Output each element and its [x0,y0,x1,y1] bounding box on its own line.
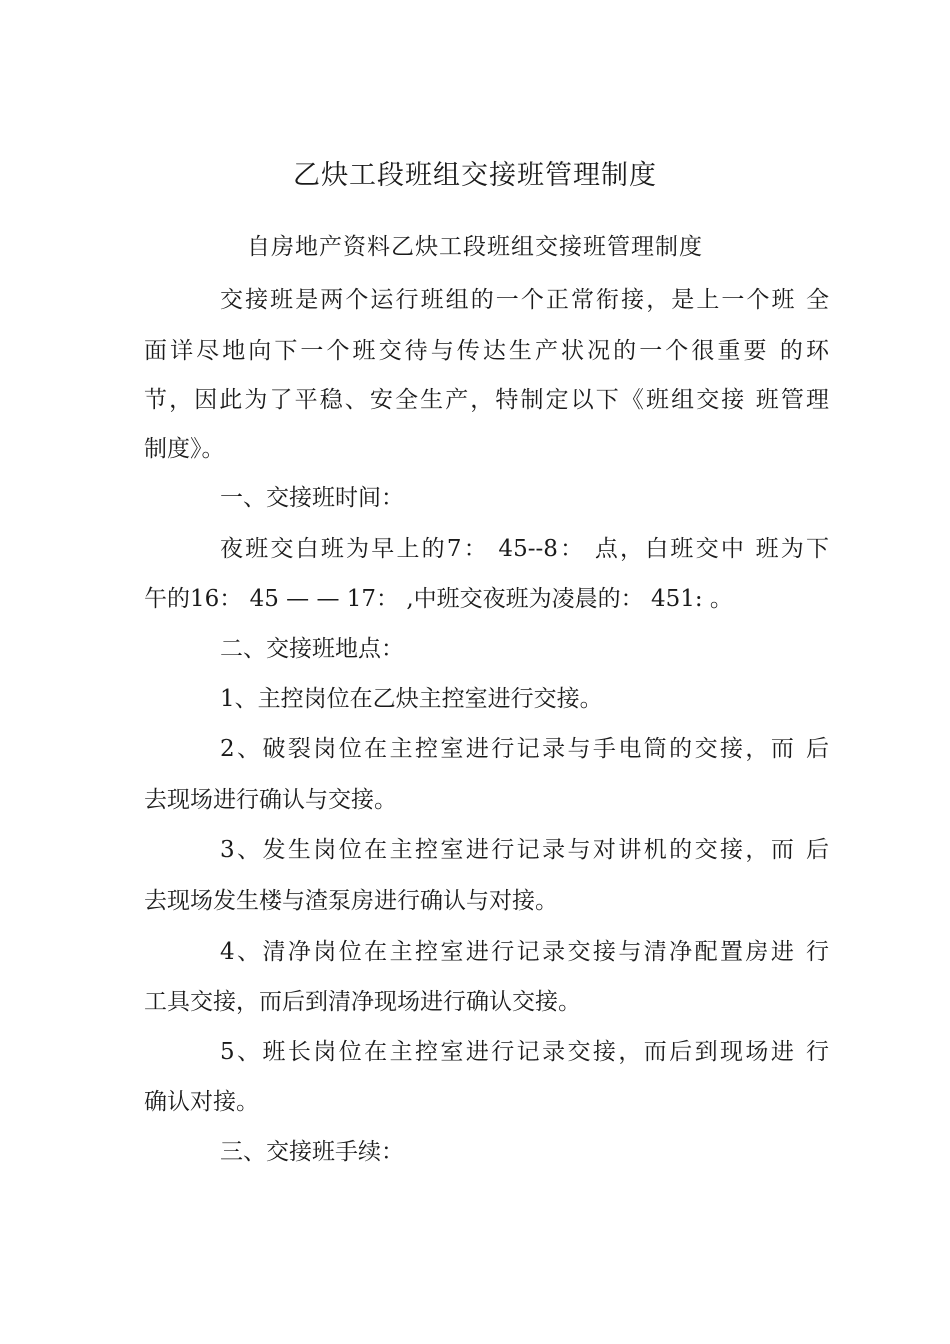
document-subtitle: 自房地产资料乙炔工段班组交接班管理制度 [247,234,703,260]
list-item: 1、主控岗位在乙炔主控室进行交接。 [220,686,603,712]
paragraph-line: 面详尽地向下一个班交待与传达生产状况的一个很重要 的环 [144,338,829,364]
section-heading: 二、交接班地点： [220,636,404,662]
section-heading: 三、交接班手续： [220,1139,404,1165]
list-item-continuation: 工具交接，而后到清净现场进行确认交接。 [144,989,581,1015]
paragraph-line: 午的16： 45 — — 17： ,中班交夜班为凌晨的： 451: 。 [144,586,733,612]
list-item: 5、班长岗位在主控室进行记录交接，而后到现场进 行 [220,1039,829,1065]
list-item: 4、清净岗位在主控室进行记录交接与清净配置房进 行 [220,939,829,965]
paragraph-line: 制度》。 [144,436,225,462]
paragraph-line: 夜班交白班为早上的7： 45--8： 点，白班交中 班为下 [220,536,829,562]
paragraph-line: 交接班是两个运行班组的一个正常衔接，是上一个班 全 [220,287,829,313]
list-item: 3、发生岗位在主控室进行记录与对讲机的交接，而 后 [220,837,829,863]
paragraph-line: 节，因此为了平稳、安全生产，特制定以下《班组交接 班管理 [144,387,829,413]
document-title: 乙炔工段班组交接班管理制度 [293,160,657,191]
list-item-continuation: 去现场发生楼与渣泵房进行确认与对接。 [144,888,558,914]
list-item: 2、破裂岗位在主控室进行记录与手电筒的交接，而 后 [220,736,829,762]
list-item-continuation: 去现场进行确认与交接。 [144,787,397,813]
list-item-continuation: 确认对接。 [144,1089,259,1115]
section-heading: 一、交接班时间： [220,485,404,511]
